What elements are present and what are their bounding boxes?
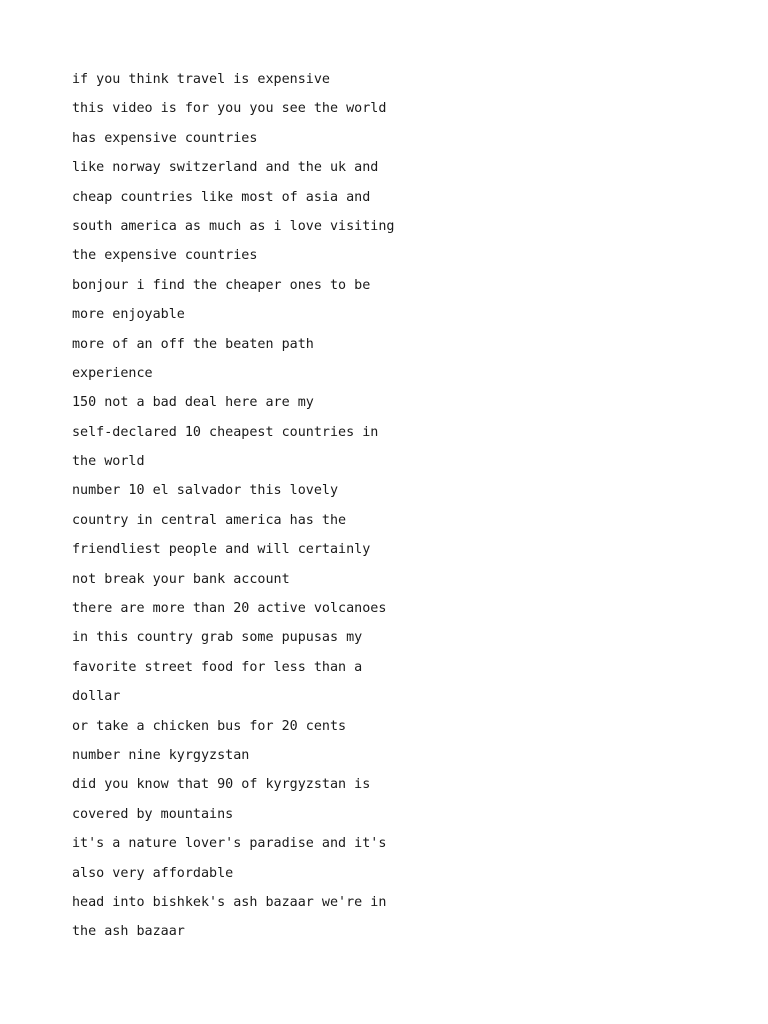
text-line: friendliest people and will certainly bbox=[72, 542, 371, 558]
text-line: number nine kyrgyzstan bbox=[72, 747, 250, 763]
text-line: number 10 el salvador this lovely bbox=[72, 483, 339, 499]
text-line: in this country grab some pupusas my bbox=[72, 630, 363, 646]
text-line: favorite street food for less than a bbox=[72, 659, 363, 675]
text-line: 150 not a bad deal here are my bbox=[72, 395, 314, 411]
text-line: the world bbox=[72, 454, 145, 470]
text-line: or take a chicken bus for 20 cents bbox=[72, 718, 347, 734]
text-line: self-declared 10 cheapest countries in bbox=[72, 424, 379, 440]
text-line: more enjoyable bbox=[72, 307, 185, 323]
text-line: country in central america has the bbox=[72, 512, 347, 528]
text-line: did you know that 90 of kyrgyzstan is bbox=[72, 777, 371, 793]
text-line: experience bbox=[72, 365, 153, 381]
text-line: this video is for you you see the world bbox=[72, 101, 387, 117]
transcript-text bbox=[72, 65, 394, 947]
text-line: bonjour i find the cheaper ones to be bbox=[72, 277, 371, 293]
text-line: the ash bazaar bbox=[72, 924, 185, 940]
text-line: if you think travel is expensive bbox=[72, 72, 330, 87]
text-line: there are more than 20 active volcanoes bbox=[72, 601, 387, 617]
text-line: it's a nature lover's paradise and it's bbox=[72, 836, 387, 852]
text-line: dollar bbox=[72, 689, 121, 705]
text-line: more of an off the beaten path bbox=[72, 336, 314, 352]
text-line: cheap countries like most of asia and bbox=[72, 189, 371, 205]
text-line: head into bishkek's ash bazaar we're in bbox=[72, 894, 387, 910]
text-line: south america as much as i love visiting bbox=[72, 218, 395, 234]
text-line: has expensive countries bbox=[72, 130, 258, 146]
text-line: the expensive countries bbox=[72, 248, 258, 264]
text-line: not break your bank account bbox=[72, 571, 290, 587]
text-line: like norway switzerland and the uk and bbox=[72, 160, 379, 176]
text-line: also very affordable bbox=[72, 865, 234, 881]
text-line: covered by mountains bbox=[72, 806, 234, 822]
